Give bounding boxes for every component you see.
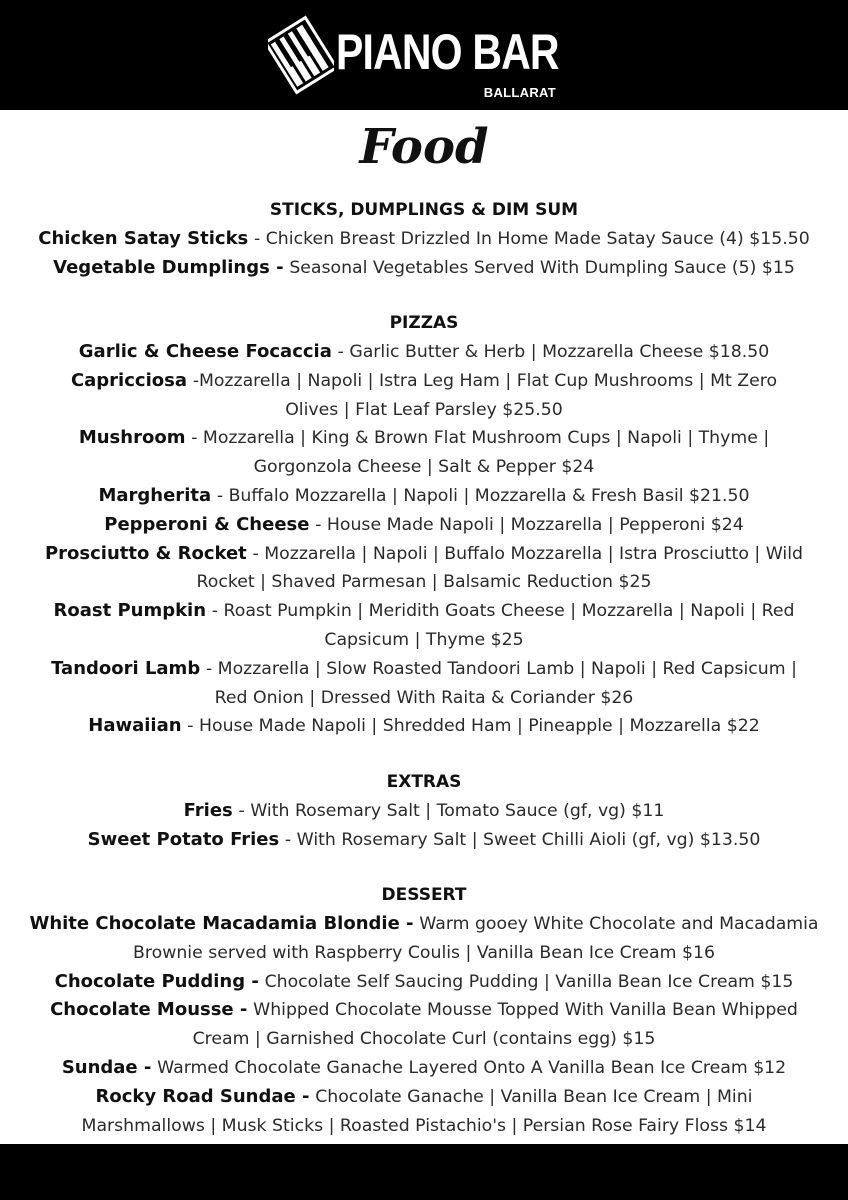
menu-item-line [0,712,848,741]
piano-keys-icon [268,14,334,96]
menu-item-line [0,939,848,968]
item-name-fries: Fries [183,799,233,821]
item-name-white-chocolate-macadamia-blondie: White Chocolate Macadamia Blondie - [29,912,414,934]
section-heading-extras: EXTRAS [386,771,462,792]
section-heading-dessert: DESSERT [381,885,467,906]
item-description: - Buffalo Mozzarella | Napoli | Mozzarella & Fresh Basil $21.50 [216,485,750,506]
item-description: Whipped Chocolate Mousse Topped With Vanilla Bean Whipped [253,1000,798,1021]
section-spacer [0,282,848,310]
menu-item-line [0,424,848,453]
menu-item-line [0,540,848,569]
logo-subtitle: BALLARAT [483,85,556,100]
item-description: - Mozzarella | King & Brown Flat Mushroom Cups | Napoli | Thyme | [191,428,770,449]
item-description: Cream | Garnished Chocolate Curl (contains egg) $15 [192,1029,656,1050]
menu-item-line [0,367,848,396]
footer-bar [0,1144,848,1200]
item-description: Chocolate Ganache | Vanilla Bean Ice Cream | Mini [315,1086,753,1107]
section-spacer [0,854,848,882]
menu-item-line [0,482,848,511]
item-description: Gorgonzola Cheese | Salt & Pepper $24 [253,457,595,478]
item-description: Warm gooey White Chocolate and Macadamia [419,913,819,934]
menu-item-line [0,1083,848,1112]
item-name-hawaiian: Hawaiian [88,715,182,737]
item-name-chocolate-mousse: Chocolate Mousse - [50,999,248,1021]
menu-item-line [0,453,848,482]
item-name-rocky-road-sundae: Rocky Road Sundae - [95,1085,310,1107]
menu-item-line [0,568,848,597]
item-description: - Mozzarella | Napoli | Buffalo Mozzarella | Istra Prosciutto | Wild [252,543,803,564]
menu-item-line [0,1025,848,1054]
menu-item-line [0,910,848,939]
item-name-margherita: Margherita [98,484,212,506]
menu-item-line [0,254,848,283]
menu-item-line [0,996,848,1025]
item-name-garlic-cheese-focaccia: Garlic & Cheese Focaccia [78,340,332,362]
item-name-mushroom: Mushroom [78,427,186,449]
item-description: - Roast Pumpkin | Meridith Goats Cheese | Mozzarella | Napoli | Red [211,601,795,622]
item-name-vegetable-dumplings: Vegetable Dumplings - [53,256,284,278]
item-description: - Mozzarella | Slow Roasted Tandoori Lamb | Napoli | Red Capsicum | [205,658,797,679]
item-description: Chocolate Self Saucing Pudding | Vanilla Bean Ice Cream $15 [264,971,794,992]
item-name-chicken-satay-sticks: Chicken Satay Sticks [38,227,249,249]
logo-name: PIANO BAR [336,24,559,80]
menu-item-line [0,626,848,655]
item-description: - With Rosemary Salt | Sweet Chilli Aioli (gf, vg) $13.50 [284,829,761,850]
item-description: - House Made Napoli | Mozzarella | Pepperoni $24 [315,514,744,535]
item-description: - Garlic Butter & Herb | Mozzarella Cheese $18.50 [337,341,770,362]
menu-item-line [0,597,848,626]
menu-item-line [0,338,848,367]
item-description: - Chicken Breast Drizzled In Home Made Satay Sauce (4) $15.50 [254,228,810,249]
item-description: Seasonal Vegetables Served With Dumpling Sauce (5) $15 [289,257,795,278]
menu-item-line [0,1054,848,1083]
item-name-tandoori-lamb: Tandoori Lamb [51,657,201,679]
menu-item-line [0,797,848,826]
menu-item-line [0,396,848,425]
item-description: Warmed Chocolate Ganache Layered Onto A Vanilla Bean Ice Cream $12 [157,1057,787,1078]
menu-item-line [0,684,848,713]
menu-list [0,197,848,1140]
section-heading-pizzas: PIZZAS [389,313,459,334]
item-name-pepperoni-cheese: Pepperoni & Cheese [104,513,310,535]
menu-item-line [0,511,848,540]
menu-item-line [0,225,848,254]
item-description: Capsicum | Thyme $25 [324,629,524,650]
item-description: - House Made Napoli | Shredded Ham | Pineapple | Mozzarella $22 [187,716,760,737]
item-name-sundae: Sundae - [61,1056,152,1078]
item-name-sweet-potato-fries: Sweet Potato Fries [87,828,280,850]
menu-item-line [0,1112,848,1141]
section-heading-sticks-dumplings-dim-sum: STICKS, DUMPLINGS & DIM SUM [269,200,579,220]
item-description: Rocket | Shaved Parmesan | Balsamic Reduction $25 [196,572,652,593]
item-name-capricciosa: Capricciosa [70,369,187,391]
item-name-prosciutto-rocket: Prosciutto & Rocket [44,542,247,564]
item-name-roast-pumpkin: Roast Pumpkin [53,600,207,622]
section-spacer [0,741,848,769]
item-description: Red Onion | Dressed With Raita & Coriander $26 [214,687,634,708]
item-description: Brownie served with Raspberry Coulis | Vanilla Bean Ice Cream $16 [133,942,715,963]
page-title: Food [359,119,489,175]
menu-item-line [0,655,848,684]
item-description: Marshmallows | Musk Sticks | Roasted Pistachio's | Persian Rose Fairy Floss $14 [81,1115,767,1136]
item-description: -Mozzarella | Napoli | Istra Leg Ham | Flat Cup Mushrooms | Mt Zero [192,370,778,391]
item-description: - With Rosemary Salt | Tomato Sauce (gf, vg) $11 [238,800,665,821]
item-description: Olives | Flat Leaf Parsley $25.50 [285,399,563,420]
menu-item-line [0,968,848,997]
item-name-chocolate-pudding: Chocolate Pudding - [54,970,259,992]
menu-item-line [0,826,848,855]
header-bar [0,0,848,110]
